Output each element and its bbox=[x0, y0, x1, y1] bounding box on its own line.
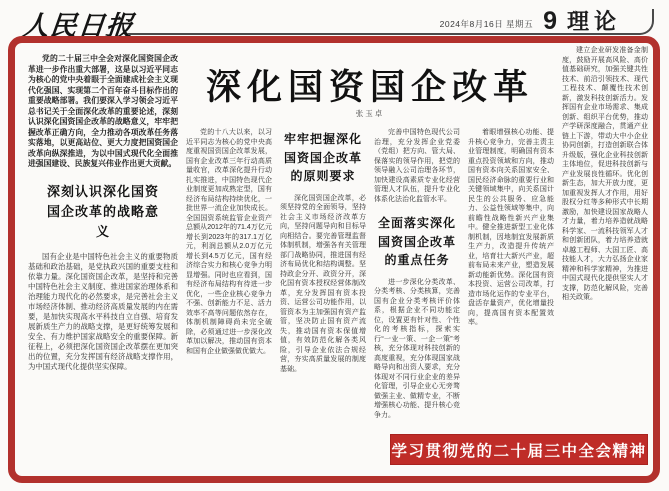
page-number: 9 bbox=[543, 7, 557, 35]
column-4-body-after: 进一步深化分类改革、分类考核、分类核算，完善国有企业分类考核评价体系，根据企业不同功能定位，设置更有针对性、个性化的考核指标，探索实行“一业一策、一企一策”考核，充分体现对科技创新的高度重视，充分体现国家战略导向和出资人要求，充分体现对不同行业企业的差异化管理，引导企业心无旁骛做强主业、做精专业，不断增强核心功能、提升核心竞争力。 bbox=[374, 278, 460, 419]
section-heading-1: 深刻认识深化国资国企改革的战略意义 bbox=[46, 183, 159, 239]
text-column-1 bbox=[28, 54, 178, 468]
column-2-body: 党的十八大以来，以习近平同志为核心的党中央高度重视国资国企改革发展，国有企业改革三年行动高质量收官，改革深化提升行动扎实推进，中国特色现代企业制度更加成熟定型，国有经济布局结构持续优化，一批世界一流企业加快成长。全国国资系统监管企业资产总额从2012年的71.4万亿元增长到2023年的317.1万亿元，利润总额从2.0万亿元增长到4.5万亿元，国有经济综合实力和核心竞争力明显增强。同时也应看到，国有经济布局结构有待进一步优化，一些企业核心竞争力不强、创新能力不足、活力效率不高等问题依然存在，体制机制障碍尚未完全破除，必须通过进一步深化改革加以解决，推动国有资本和国有企业做强做优做大。 bbox=[186, 129, 272, 355]
article-byline: 张玉卓 bbox=[355, 109, 385, 118]
section-heading-3: 全面落实深化国资国企改革的重点任务 bbox=[377, 216, 456, 268]
section-heading-2: 牢牢把握深化国资国企改革的原则要求 bbox=[283, 132, 362, 184]
text-column-2 bbox=[186, 128, 272, 468]
column-5-body: 着眼增强核心功能、提升核心竞争力，完善主责主业管理制度，明确国有资本重点投资领域和方向，推动国有资本向关系国家安全、国民经济命脉的重要行业和关键领域集中，向关系国计民生的公共服务、应急能力、公益性领域等集中，向前瞻性战略性新兴产业集中。健全推进新型工业化体制机制，因地制宜发展新质生产力，改造提升传统产业，培育壮大新兴产业，超前布局未来产业，塑造发展新动能新优势。深化国有资本投资、运营公司改革，打造市场化运作的专业平台，盘活存量资产，优化增量投向，提高国有资本配置效率。 bbox=[468, 129, 554, 326]
column-4-body-before: 完善中国特色现代公司治理，充分发挥企业党委（党组）把方向、管大局、保落实的领导作用，把党的领导融入公司治理各环节，加快建设高素质专业化经营管理人才队伍，提升专业化体系化法治化监管水平。 bbox=[374, 129, 460, 203]
campaign-banner: 学习贯彻党的二十届三中全会精神 bbox=[390, 434, 648, 465]
text-column-4 bbox=[374, 128, 460, 428]
article-lead-paragraph: 党的二十届三中全会对深化国资国企改革进一步作出重大部署，这是以习近平同志为核心的党中央着眼于全面建成社会主义现代化强国、实现第二个百年奋斗目标作出的重要战略部署。我们要深入学习领会习近平总书记关于全面深化改革的重要论述，深刻认识深化国资国企改革的战略意义，牢牢把握改革正确方向，全力推动各项改革任务落实落地，以更高站位、更大力度把国资国企改革向纵深推进，为以中国式现代化全面推进强国建设、民族复兴伟业作出更大贡献。 bbox=[28, 54, 178, 168]
text-column-6 bbox=[562, 46, 648, 428]
masthead-logo: 人民日报 bbox=[20, 11, 136, 42]
column-3-body: 深化国资国企改革，必须坚持党的全面领导，坚持社会主义市场经济改革方向，坚持问题导向和目标导向相结合。要完善管理监督体制机制，增强各有关管理部门战略协同，推进国有经济布局优化和结构调整。坚持政企分开、政资分开，深化国有资本授权经营体制改革，充分发挥国有资本投资、运营公司功能作用，以管资本为主加强国有资产监管，坚决防止国有资产流失，推动国有资本保值增值，有效防范化解各类风险，引导企业依法合规经营，夯实高质量发展的制度基础。 bbox=[280, 194, 366, 373]
section-title: 理论 bbox=[566, 8, 621, 34]
text-column-3 bbox=[280, 128, 366, 468]
publication-date: 2024年8月16日 星期五 bbox=[439, 19, 534, 29]
column-1-body: 国有企业是中国特色社会主义的重要物质基础和政治基础，是党执政兴国的重要支柱和依靠力量。深化国资国企改革，是坚持和完善中国特色社会主义制度、推进国家治理体系和治理能力现代化的必然要求，是完善社会主义市场经济体制、推动经济高质量发展的内在需要，是加快实现高水平科技自立自强、培育发展新质生产力的战略支撑，是更好统筹发展和安全、有力维护国家战略安全的重要保障。新征程上，必须把深化国资国企改革摆在更加突出的位置，充分发挥国有经济战略支撑作用，为中国式现代化提供坚实保障。 bbox=[28, 251, 178, 371]
header-right bbox=[440, 6, 621, 34]
article-headline: 深化国资国企改革 bbox=[205, 68, 534, 107]
column-6-body: 建立企业研发准备金制度，鼓励开展高风险、高价值基础研究，加强关键共性技术、前沿引领技术、现代工程技术、颠覆性技术创新，激发科技创新活力。发挥国有企业市场需求、集成创新、组织平台优势，推动产学研深度融合，贯通产业链上下游，带动大中小企业协同创新，打造创新联合体升级版，强化企业科技创新主体地位，促进科技创新与产业发展良性循环。优化创新生态，加大开放力度，更加重视发挥人才作用，用好股权分红等多种形式中长期激励，加快建设国家战略人才力量，着力培养造就战略科学家、一流科技领军人才和创新团队，着力培养造就卓越工程师、大国工匠、高技能人才，大力弘扬企业家精神和科学家精神，为推进中国式现代化提供坚实人才支撑，防范化解风险，完善相关政策。 bbox=[562, 47, 648, 301]
text-column-5 bbox=[468, 128, 554, 428]
